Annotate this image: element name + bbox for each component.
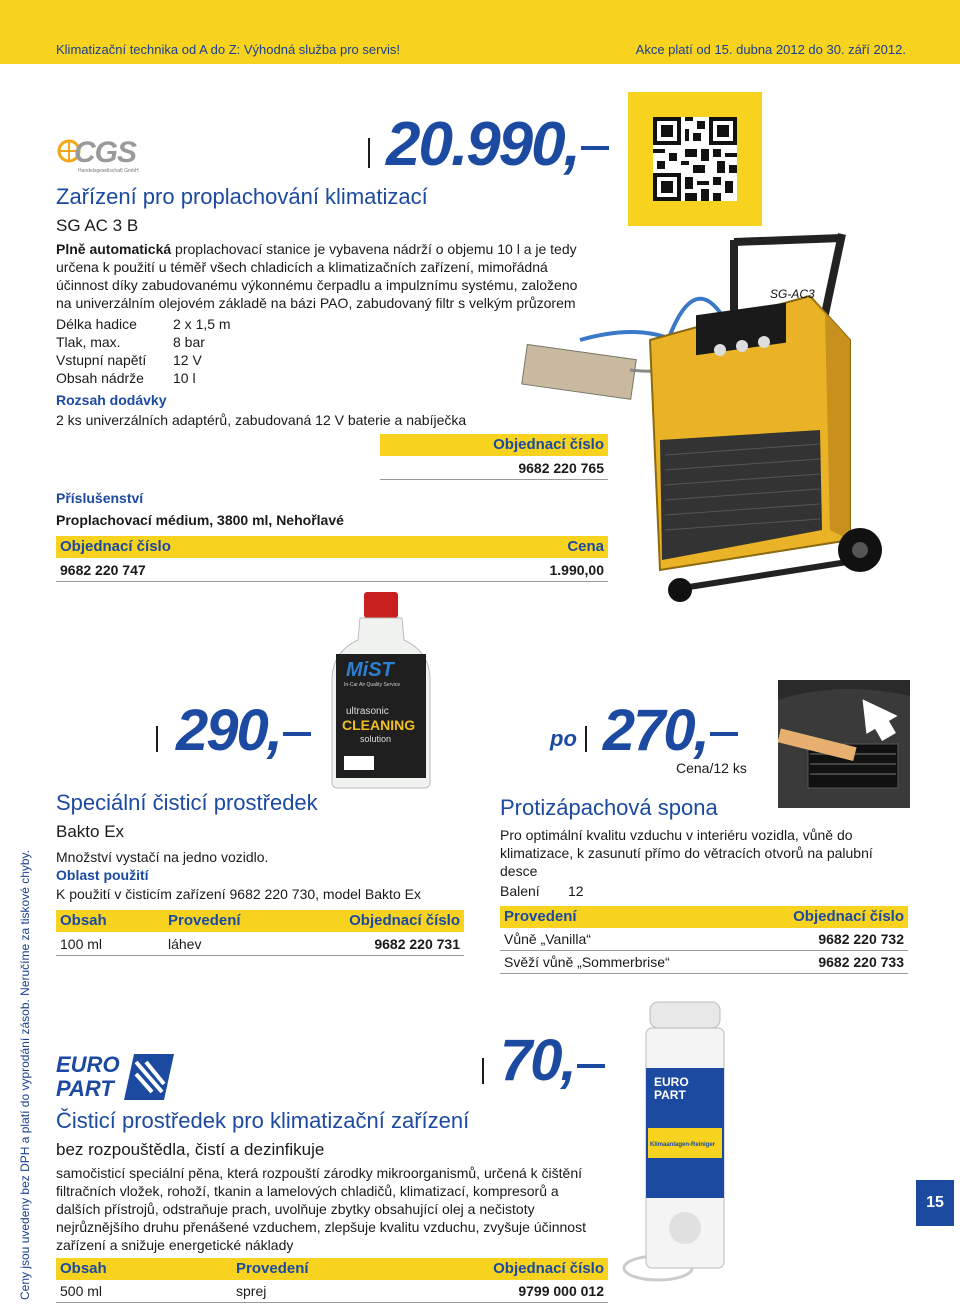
product3-table-row	[500, 951, 908, 974]
product2-subtitle: Bakto Ex	[56, 822, 125, 841]
p4-col-order: Objednací číslo	[493, 1260, 604, 1277]
desc-line-0: proplachovací stanice je vybavena nádrží o objemu 10 l a je tedy	[171, 241, 577, 257]
p4-col-content: Obsah	[60, 1260, 107, 1277]
desc-line-3: na univerzálním olejovém základě na bázi PAO, zabudovaný filtr s velkým průzorem	[56, 295, 576, 311]
p2-col-type: Provedení	[168, 912, 241, 929]
header-slogan: Klimatizační technika od A do Z: Výhodná služba pro servis!	[56, 42, 400, 57]
order-number: 9682 220 765	[518, 460, 604, 476]
product3-table-row	[500, 928, 908, 951]
acc-order-number: 9682 220 747	[60, 562, 146, 578]
product2-table-header	[56, 910, 464, 932]
p3-row-name: Svěží vůně „Sommerbrise“	[504, 954, 670, 970]
spray-can-illustration	[620, 998, 750, 1288]
europart-line-2: PART	[56, 1076, 114, 1101]
qr-code-icon	[653, 117, 737, 201]
cgs-logo-text: CGS	[74, 136, 137, 169]
product3-table	[500, 906, 908, 974]
scope-label: Rozsah dodávky	[56, 392, 167, 408]
p3-col-type: Provedení	[504, 908, 577, 925]
p4-desc-line: filtračních vložek, rohoží, tkanin a lamelových chladičů, klimatizací, kompresorů a	[56, 1183, 559, 1199]
product1-model: SG AC 3 B	[56, 216, 139, 235]
disclaimer-sidebar	[14, 820, 38, 1300]
product3-title: Protizápachová spona	[500, 795, 718, 820]
p3-desc-line: klimatizace, k zasunutí přímo do větracích otvorů na palubní	[500, 845, 873, 861]
europart-logo	[56, 1054, 186, 1104]
p2-order-number: 9682 220 731	[374, 936, 460, 952]
product2-title: Speciální čisticí prostředek	[56, 790, 318, 815]
bottle-cap	[364, 592, 398, 618]
europart-mark-icon	[124, 1054, 174, 1100]
spec-label: Vstupní napětí	[56, 352, 147, 368]
product4-subtitle: bez rozpouštědla, čistí a dezinfikuje	[56, 1140, 325, 1159]
acc-price: 1.990,00	[549, 562, 604, 578]
p3-col-order: Objednací číslo	[793, 908, 904, 925]
p4-type: sprej	[236, 1283, 267, 1299]
p3-row-order: 9682 220 733	[818, 954, 904, 970]
spec-value: 12 V	[173, 352, 202, 368]
header-validity: Akce platí od 15. dubna 2012 do 30. září 2012.	[635, 42, 906, 57]
p2-col-order: Objednací číslo	[349, 912, 460, 929]
price-tag-4	[482, 1028, 605, 1093]
product2-use-label: Oblast použití	[56, 867, 149, 883]
p2-content: 100 ml	[60, 936, 103, 952]
bottle-text-3: solution	[360, 734, 392, 744]
price-value: 270,	[602, 698, 708, 763]
order-header-label: Objednací číslo	[493, 436, 604, 453]
price-value: 70,	[500, 1028, 575, 1093]
product3-description	[500, 826, 920, 880]
pack-label: Balení	[500, 883, 540, 899]
product4-table-row	[56, 1280, 608, 1303]
adapter-board	[522, 344, 636, 399]
price-dash	[577, 1064, 605, 1068]
p4-desc-line: samočisticí speciální pěna, která rozpouští zárodky mikroorganismů, určená k čištění	[56, 1165, 583, 1181]
cgs-logo-subtitle: Handelsgesellschaft GmbH	[78, 168, 139, 174]
p4-order-number: 9799 000 012	[518, 1283, 604, 1299]
pack-value: 12	[568, 883, 584, 899]
bottle-text-1: ultrasonic	[346, 706, 389, 717]
header-bar	[0, 0, 960, 64]
product4-table-header	[56, 1258, 608, 1280]
product2-table-row	[56, 932, 464, 956]
cgs-logo	[56, 132, 146, 176]
product2-table	[56, 910, 464, 956]
accessories-label: Příslušenství	[56, 490, 144, 506]
price-divider	[482, 1058, 484, 1084]
disclaimer-text: Ceny jsou uvedeny bez DPH a platí do vyprodání zásob. Neručíme za tiskové chyby.	[18, 849, 32, 1300]
scope-text: 2 ks univerzálních adaptérů, zabudovaná 12 V baterie a nabíječka	[56, 412, 467, 428]
can-cap	[650, 1002, 720, 1028]
mist-bottle-illustration	[330, 590, 432, 790]
product4-description	[56, 1164, 626, 1254]
price-dash	[581, 146, 609, 150]
price-divider	[585, 726, 587, 752]
can-label: Klimaanlagen-Reiniger	[650, 1142, 716, 1148]
desc-bold: Plně automatická	[56, 241, 172, 257]
p4-content: 500 ml	[60, 1283, 103, 1299]
qr-frame	[628, 92, 762, 226]
p4-desc-line: zařízení a snižuje energetické náklady	[56, 1237, 294, 1253]
bottle-text-2: CLEANING	[342, 717, 416, 733]
can-brand-2: PART	[654, 1088, 686, 1102]
product2-use-text: K použití v čisticím zařízení 9682 220 730, model Bakto Ex	[56, 886, 421, 902]
wheel-front	[668, 578, 692, 602]
desc-line-2: účinnost díky zabudovanému výkonnému čerpadlu a impulznímu systému, založeno	[56, 277, 578, 293]
p4-col-type: Provedení	[236, 1260, 309, 1277]
price-dash	[283, 732, 311, 736]
price-divider	[368, 138, 370, 168]
spec-label: Délka hadice	[56, 316, 137, 332]
price-tag-1	[368, 110, 609, 179]
p3-desc-line: Pro optimální kvalitu vzduchu v interiéru vozidla, vůně do	[500, 827, 853, 843]
spec-label: Obsah nádrže	[56, 370, 144, 386]
product2-line1: Množství vystačí na jedno vozidlo.	[56, 849, 269, 865]
acc-col-price: Cena	[567, 538, 604, 555]
price-tag-2	[156, 698, 311, 763]
p3-row-order: 9682 220 732	[818, 931, 904, 947]
p3-desc-line: desce	[500, 863, 538, 879]
spec-value: 2 x 1,5 m	[173, 316, 231, 332]
machine-label: SG-AC3	[770, 287, 815, 301]
p4-desc-line: dalších přístrojů, odstraňuje prach, uvolňuje zbytky obsahující olej a nečistoty	[56, 1201, 535, 1217]
price-divider	[156, 726, 158, 752]
product1-title: Zařízení pro proplachování klimatizací	[56, 184, 428, 209]
page-number: 15	[916, 1180, 954, 1226]
accessory-name: Proplachovací médium, 3800 ml, Nehořlavé	[56, 512, 344, 528]
price-value: 290,	[176, 698, 281, 763]
spec-label: Tlak, max.	[56, 334, 121, 350]
spec-value: 8 bar	[173, 334, 205, 350]
spec-value: 10 l	[173, 370, 196, 386]
p4-desc-line: nejrůznějšího druhu přenášené vzduchem, zlepšuje kvalitu vzduchu, zvyšuje účinnost	[56, 1219, 586, 1235]
p2-type: láhev	[168, 936, 202, 952]
product1-specs	[56, 315, 296, 387]
product4-title: Čisticí prostředek pro klimatizační zařízení	[56, 1108, 470, 1133]
price-value: 20.990,	[386, 110, 579, 179]
europart-line-1: EURO	[56, 1052, 120, 1077]
price-tag-3	[550, 698, 738, 763]
acc-col-order: Objednací číslo	[60, 538, 171, 555]
p2-col-content: Obsah	[60, 912, 107, 929]
can-brand-1: EURO	[654, 1075, 689, 1089]
price-unit: Cena/12 ks	[676, 760, 747, 776]
product3-pack	[500, 882, 584, 900]
price-prefix: po	[550, 726, 577, 751]
flushing-machine-illustration	[520, 230, 900, 620]
price-dash	[710, 732, 738, 736]
desc-line-1: určena k použití u téměř všech chladicích a klimatizačních zařízení, mimořádná	[56, 259, 548, 275]
p3-row-name: Vůně „Vanilla“	[504, 931, 591, 947]
product4-table	[56, 1258, 608, 1303]
product3-table-header	[500, 906, 908, 928]
air-vent-clip-photo	[778, 680, 910, 808]
bottle-brand: MiST	[346, 659, 394, 681]
bottle-sub: In-Car Air Quality Service	[344, 682, 401, 688]
